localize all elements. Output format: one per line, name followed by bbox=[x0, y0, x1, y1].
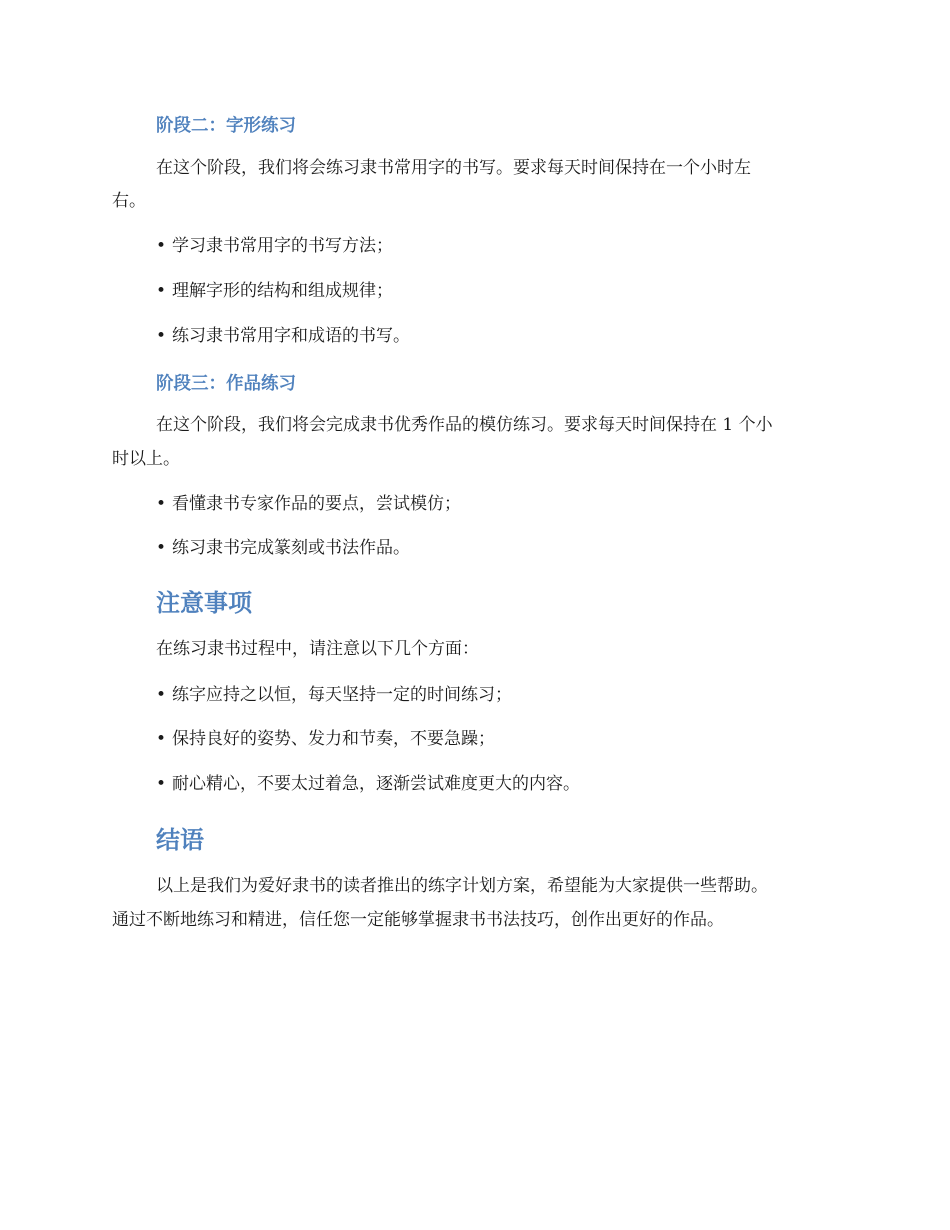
bullet-icon: • bbox=[156, 281, 167, 301]
list-item bbox=[156, 283, 393, 300]
stage3-paragraph-line1: 在这个阶段，我们将会完成隶书优秀作品的模仿练习。要求每天时间保持在 1 个小 bbox=[156, 415, 773, 435]
list-item bbox=[156, 496, 461, 513]
bullet-icon: • bbox=[156, 236, 167, 256]
list-item-text: 练习隶书常用字和成语的书写。 bbox=[172, 326, 411, 346]
stage2-paragraph-line2: 右。 bbox=[112, 191, 146, 211]
bullet-icon: • bbox=[156, 494, 167, 514]
list-item-text: 学习隶书常用字的书写方法； bbox=[172, 236, 394, 256]
bullet-icon: • bbox=[156, 774, 167, 794]
list-item-text: 保持良好的姿势、发力和节奏，不要急躁； bbox=[172, 729, 496, 749]
list-item-text: 看懂隶书专家作品的要点，尝试模仿； bbox=[172, 494, 462, 514]
list-item-text: 耐心精心，不要太过着急，逐渐尝试难度更大的内容。 bbox=[172, 774, 581, 794]
notes-intro: 在练习隶书过程中，请注意以下几个方面： bbox=[156, 639, 479, 659]
stage2-paragraph-line1: 在这个阶段，我们将会练习隶书常用字的书写。要求每天时间保持在一个小时左 bbox=[156, 158, 751, 178]
stage3-paragraph-line2: 时以上。 bbox=[112, 449, 180, 469]
notes-heading: 注意事项 bbox=[156, 589, 252, 617]
bullet-icon: • bbox=[156, 729, 167, 749]
list-item-text: 理解字形的结构和组成规律； bbox=[172, 281, 394, 301]
list-item bbox=[156, 687, 512, 704]
list-item bbox=[156, 731, 495, 748]
list-item-text: 练习隶书完成篆刻或书法作品。 bbox=[172, 538, 411, 558]
list-item bbox=[156, 238, 393, 255]
stage3-heading: 阶段三：作品练习 bbox=[156, 374, 296, 394]
list-item-text: 练字应持之以恒，每天坚持一定的时间练习； bbox=[172, 685, 513, 705]
list-item bbox=[156, 328, 410, 345]
conclusion-paragraph-line2: 通过不断地练习和精进，信任您一定能够掌握隶书书法技巧，创作出更好的作品。 bbox=[112, 910, 724, 930]
bullet-icon: • bbox=[156, 538, 167, 558]
conclusion-paragraph-line1: 以上是我们为爱好隶书的读者推出的练字计划方案，希望能为大家提供一些帮助。 bbox=[156, 876, 768, 896]
bullet-icon: • bbox=[156, 326, 167, 346]
stage2-heading: 阶段二：字形练习 bbox=[156, 116, 296, 136]
bullet-icon: • bbox=[156, 685, 167, 705]
conclusion-heading: 结语 bbox=[156, 826, 204, 854]
list-item bbox=[156, 776, 580, 793]
list-item bbox=[156, 540, 410, 557]
